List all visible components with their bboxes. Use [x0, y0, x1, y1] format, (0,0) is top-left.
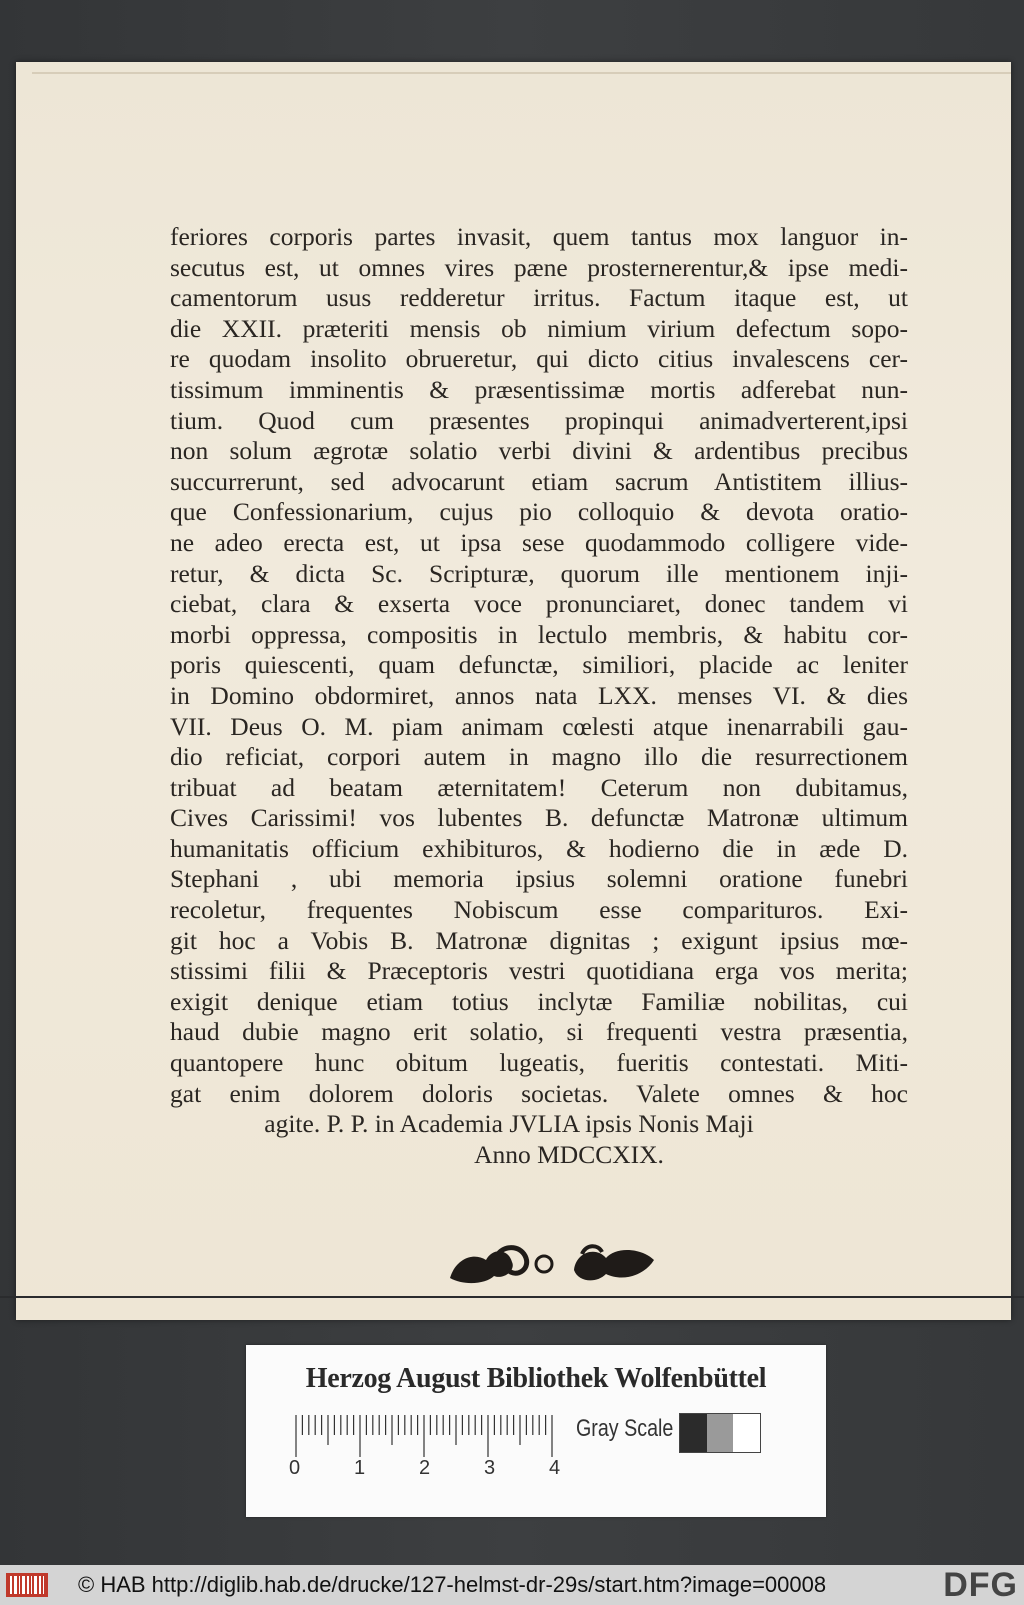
text-line: succurrerunt, sed advocarunt etiam sacrum Antistitem illius- [170, 466, 908, 496]
gray-swatch-light [733, 1414, 760, 1452]
document-body [170, 222, 908, 1109]
gray-swatch-mid [707, 1414, 734, 1452]
viewer-status-bar [0, 1565, 1024, 1605]
text-line: die XXII. præteriti mensis ob nimium virium defectum sopo- [170, 313, 908, 343]
document-page [16, 62, 1011, 1320]
text-line: dio reficiat, corpori autem in magno illo die resurrectionem [170, 742, 908, 772]
text-line: morbi oppressa, compositis in lectulo membris, & habitu cor- [170, 619, 908, 649]
text-line: que Confessionarium, cujus pio colloquio & devota oratio- [170, 497, 908, 527]
closing-line: agite. P. P. in Academia JVLIA ipsis Nonis Maji [264, 1109, 754, 1138]
page-edge-shadow [0, 1296, 1024, 1298]
text-line: retur, & dicta Sc. Scripturæ, quorum ille mentionem inji- [170, 558, 908, 588]
library-name: Herzog August Bibliothek Wolfenbüttel [305, 1363, 767, 1394]
text-line: gat enim dolorem doloris societas. Valete omnes & hoc [170, 1078, 908, 1108]
text-line: tium. Quod cum præsentes propinqui animadverterent,ipsi [170, 405, 908, 435]
ruler-number: 1 [354, 1457, 366, 1479]
text-line: ne adeo erecta est, ut ipsa sese quodammodo colligere vide- [170, 527, 908, 557]
scale-ruler [294, 1413, 564, 1458]
ruler-number: 4 [549, 1457, 561, 1479]
text-line: quantopere hunc obitum lugeatis, fueritis contestati. Miti- [170, 1048, 908, 1078]
text-line: Stephani , ubi memoria ipsius solemni oratione funebri [170, 864, 908, 894]
ruler-number: 2 [419, 1457, 431, 1479]
text-line: ciebat, clara & exserta voce pronunciaret, donec tandem vi [170, 589, 908, 619]
text-line: exigit denique etiam totius inclytæ Familiæ nobilitas, cui [170, 986, 908, 1016]
text-line: stissimi filii & Præceptoris vestri quotidiana erga vos merita; [170, 956, 908, 986]
closing-date: Anno MDCCXIX. [474, 1139, 664, 1169]
text-line: VII. Deus O. M. piam animam cœlesti atque inenarrabili gau- [170, 711, 908, 741]
gray-scale-swatch [679, 1413, 761, 1453]
text-line: recoletur, frequentes Nobiscum esse comparituros. Exi- [170, 895, 908, 925]
text-line: Cives Carissimi! vos lubentes B. defunctæ Matronæ ultimum [170, 803, 908, 833]
text-line: humanitatis officium exhibituros, & hodierno die in æde D. [170, 833, 908, 863]
printer-ornament [446, 1240, 661, 1286]
text-line: poris quiescenti, quam defunctæ, similiori, placide ac leniter [170, 650, 908, 680]
text-line: non solum ægrotæ solatio verbi divini & ardentibus precibus [170, 436, 908, 466]
ruler-number: 3 [484, 1457, 496, 1479]
text-line: secutus est, ut omnes vires pæne prosternerentur,& ipse medi- [170, 252, 908, 282]
text-line: git hoc a Vobis B. Matronæ dignitas ; exigunt ipsius mœ- [170, 925, 908, 955]
text-line: camentorum usus redderetur irritus. Factum itaque est, ut [170, 283, 908, 313]
dfg-logo: DFG [943, 1566, 1018, 1604]
text-line: haud dubie magno erit solatio, si frequenti vestra præsentia, [170, 1017, 908, 1047]
text-line: tissimum imminentis & præsentissimæ mortis adferebat nun- [170, 374, 908, 404]
text-line: in Domino obdormiret, annos nata LXX. menses VI. & dies [170, 680, 908, 710]
library-label-card [246, 1345, 826, 1517]
gray-swatch-dark [680, 1414, 707, 1452]
closing-block [170, 1109, 908, 1170]
text-line: tribuat ad beatam æternitatem! Ceterum non dubitamus, [170, 772, 908, 802]
text-line: feriores corporis partes invasit, quem tantus mox languor in- [170, 222, 908, 251]
text-line: re quodam insolito obrueretur, qui dicto citius invalescens cer- [170, 344, 908, 374]
source-url[interactable]: © HAB http://diglib.hab.de/drucke/127-helmst-dr-29s/start.htm?image=00008 [78, 1572, 827, 1597]
barcode-icon [6, 1573, 48, 1597]
gray-scale-label: Gray Scale [576, 1415, 674, 1442]
ruler-number: 0 [289, 1457, 301, 1479]
